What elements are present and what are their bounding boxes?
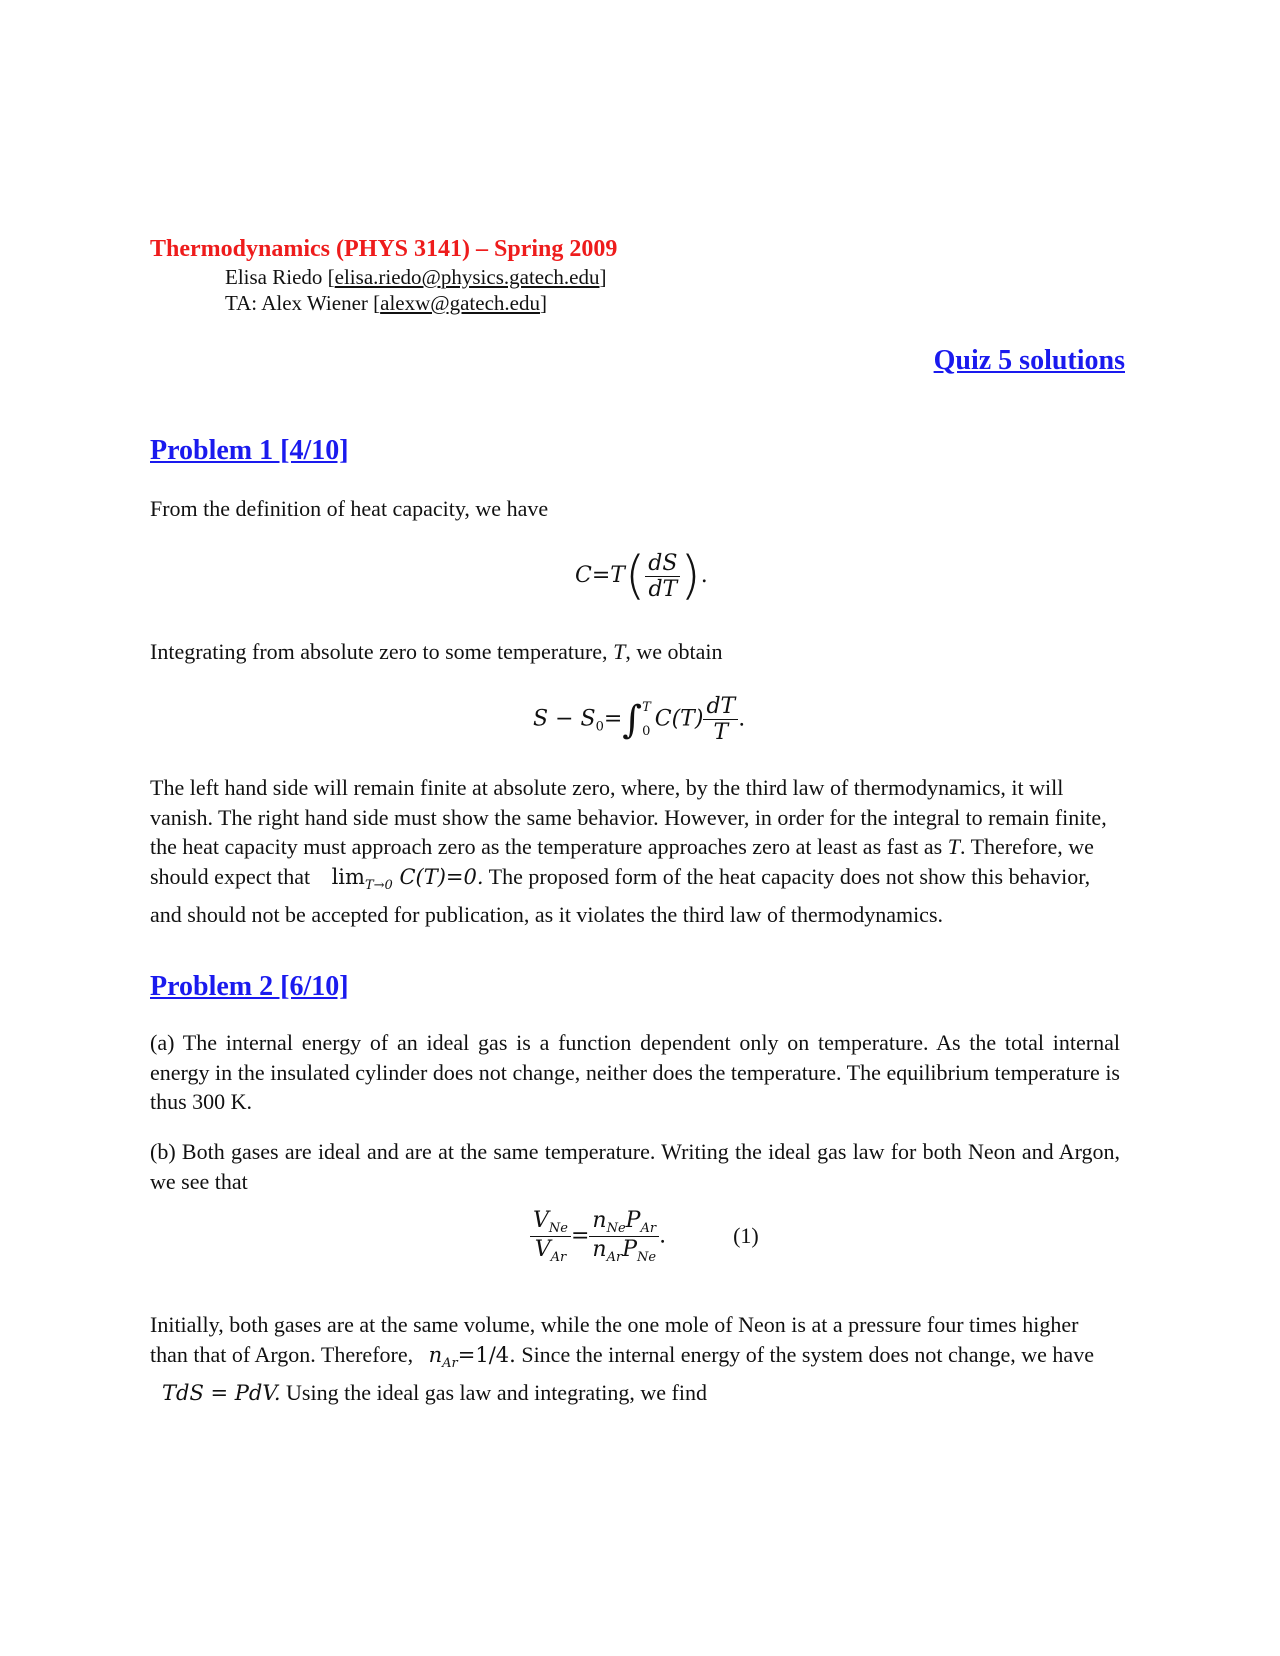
equation-number: (1) bbox=[733, 1222, 759, 1248]
problem2-part-a: (a) The internal energy of an ideal gas is a function dependent only on temperature. As the total internal energy in the insulated cylinder does not change, neither does the temperature. The equilibrium temperature is thus 300 K. bbox=[150, 1030, 1120, 1114]
instructor-line bbox=[225, 265, 607, 290]
eq2-lhs-sub: 0 bbox=[595, 719, 604, 735]
n-ar-expression bbox=[428, 1342, 516, 1371]
tds-expression: TdS = PdV. bbox=[162, 1381, 281, 1405]
ratio-tail: . bbox=[659, 1223, 667, 1249]
ta-prefix: TA: Alex Wiener [ bbox=[225, 291, 381, 315]
discussion-a: The left hand side will remain finite at absolute zero, where, by the third law of thermodynamics, it will vanish. The right hand side must show the same behavior. However, in order for the integral to remain finite, the heat capacity must approach zero as the temperature approaches zero at least as fast as bbox=[150, 775, 1107, 859]
volume-fraction bbox=[530, 1208, 571, 1265]
eq2-integrand: C(T) bbox=[654, 706, 704, 732]
integrating-tail: , we obtain bbox=[625, 639, 723, 664]
n-ar-sub: Ar bbox=[606, 1250, 623, 1265]
eq1-fraction bbox=[645, 551, 680, 602]
integrating-text: Integrating from absolute zero to some temperature, bbox=[150, 639, 614, 664]
p-ar-sub: Ar bbox=[640, 1221, 657, 1236]
v-ne: V bbox=[533, 1208, 549, 1233]
limit-expression bbox=[331, 864, 484, 893]
problem1-integrating bbox=[150, 637, 1120, 667]
right-paren: ) bbox=[680, 546, 701, 606]
eq2-num: dT bbox=[703, 694, 738, 720]
instructor-prefix: Elisa Riedo [ bbox=[225, 265, 335, 289]
problem2-heading: Problem 2 [6/10] bbox=[150, 971, 349, 1002]
problem1-intro: From the definition of heat capacity, we have bbox=[150, 496, 549, 521]
problem2-part-b: (b) Both gases are ideal and are at the same temperature. Writing the ideal gas law for both Neon and Argon, we see that bbox=[150, 1139, 1120, 1194]
discussion-c: The proposed form of the heat capacity does not show this behavior, and should not be accepted for publication, as it violates the third law of thermodynamics. bbox=[150, 863, 1091, 927]
problem1-heading: Problem 1 [4/10] bbox=[150, 435, 349, 466]
lim-expr: C(T)=0. bbox=[399, 864, 484, 889]
lim-sub: T→0 bbox=[364, 877, 393, 893]
n-ar: n bbox=[592, 1237, 607, 1262]
instructor-email-link[interactable]: elisa.riedo@physics.gatech.edu bbox=[334, 265, 600, 289]
ta-line bbox=[225, 291, 547, 316]
v-ne-sub: Ne bbox=[548, 1221, 568, 1236]
p-ne-sub: Ne bbox=[637, 1250, 657, 1265]
n-ne: n bbox=[592, 1208, 607, 1233]
discussion-var: T bbox=[947, 834, 960, 859]
eq1-tail: . bbox=[700, 563, 708, 588]
ratio-equals: = bbox=[570, 1223, 590, 1249]
ta-suffix: ] bbox=[539, 291, 547, 315]
instructor-suffix: ] bbox=[599, 265, 607, 289]
equation-entropy-integral bbox=[533, 694, 745, 745]
problem1-discussion bbox=[150, 773, 1120, 930]
integral-limits bbox=[642, 701, 651, 739]
left-paren: ( bbox=[624, 546, 646, 606]
final-a: Initially, both gases are at the same volume, while the one mole of Neon is at a pressure four times higher than that of Argon. Therefore, bbox=[150, 1312, 1079, 1367]
discussion-b: . Therefore, we should expect that bbox=[150, 834, 1094, 889]
p-ne: P bbox=[622, 1237, 637, 1262]
integrating-var: T bbox=[613, 639, 626, 664]
ta-email-link[interactable]: alexw@gatech.edu bbox=[380, 291, 540, 315]
lower-limit: 0 bbox=[642, 723, 651, 739]
eq2-den: T bbox=[713, 720, 729, 745]
v-ar: V bbox=[534, 1237, 551, 1262]
eq2-fraction bbox=[703, 694, 738, 745]
v-ar-sub: Ar bbox=[550, 1250, 567, 1265]
p-ar: P bbox=[625, 1208, 641, 1233]
eq1-num: dS bbox=[645, 551, 680, 577]
final-n: n bbox=[428, 1342, 443, 1367]
n-ne-sub: Ne bbox=[606, 1221, 626, 1236]
equation-volume-ratio bbox=[530, 1208, 759, 1265]
course-title: Thermodynamics (PHYS 3141) – Spring 2009 bbox=[150, 236, 618, 262]
upper-limit: T bbox=[642, 699, 651, 715]
eq2-equals: = bbox=[603, 706, 623, 732]
integral-sign: ∫ bbox=[622, 697, 643, 742]
equation-heat-capacity bbox=[575, 546, 708, 606]
eq1-den: dT bbox=[648, 576, 678, 602]
final-c: Using the ideal gas law and integrating, we find bbox=[280, 1380, 707, 1405]
final-n-val: =1/4. bbox=[457, 1342, 516, 1367]
lim-text: lim bbox=[331, 864, 365, 889]
eq2-tail: . bbox=[738, 706, 746, 732]
quiz-title: Quiz 5 solutions bbox=[933, 345, 1125, 376]
eq2-lhs: S − S bbox=[533, 706, 596, 732]
eq1-lhs: C=T bbox=[575, 563, 625, 588]
problem2-final bbox=[150, 1310, 1120, 1409]
final-n-sub: Ar bbox=[442, 1355, 458, 1371]
final-b: Since the internal energy of the system does not change, we have bbox=[515, 1341, 1094, 1367]
np-fraction bbox=[589, 1208, 659, 1265]
